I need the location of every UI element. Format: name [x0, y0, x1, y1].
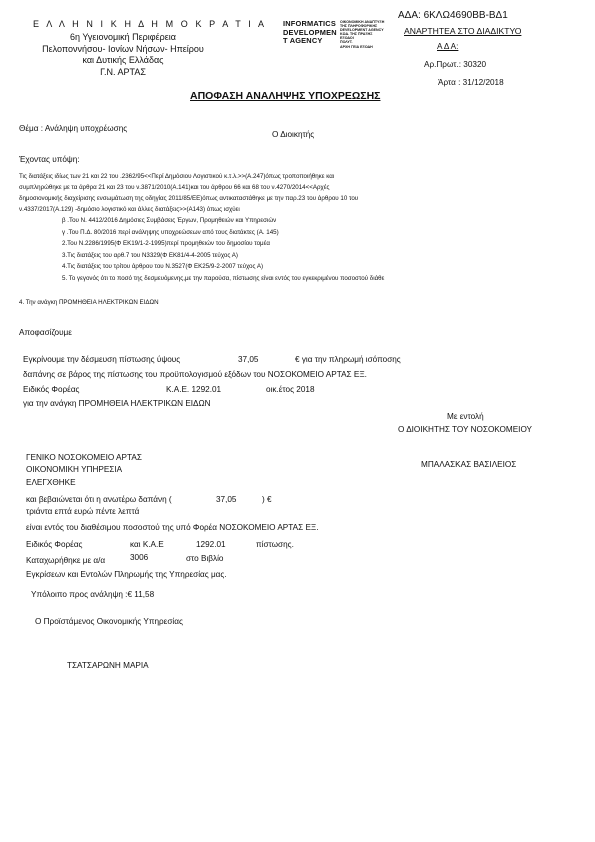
logo-small-line-5: ΕΞΟΔΟΙ — [340, 36, 354, 41]
finance-head-role: Ο Προϊστάμενος Οικονομικής Υπηρεσίας — [35, 617, 183, 626]
region-line-1: Πελοποννήσου- Ιονίων Νήσων- Ηπείρου — [42, 44, 204, 54]
confirm-text-start: και βεβαιώνεται ότι η ανωτέρω δαπάνη ( — [26, 495, 172, 504]
approval-need: για την ανάγκη ΠΡΟΜΗΘΕΙΑ ΗΛΕΚΤΡΙΚΩΝ ΕΙΔΩΝ — [23, 399, 211, 408]
logo-small-line-7: ΑΡΧΗ ΓΕΙΑ ΕΞΟΔΗ — [340, 44, 373, 49]
logo-text-line-1: INFORMATICS — [283, 19, 336, 28]
book-label: στο Βιβλίο — [186, 554, 224, 563]
logo-small-line-2: ΤΗΣ ΠΛΗΡΟΦΟΡΙΚΗΣ — [340, 24, 378, 29]
by-order-label: Με εντολή — [447, 412, 484, 421]
finance-hospital: ΓΕΝΙΚΟ ΝΟΣΟΚΟΜΕΙΟ ΑΡΤΑΣ — [26, 453, 142, 462]
region-line-2: και Δυτικής Ελλάδας — [82, 55, 164, 65]
finance-kae: 1292.01 — [196, 540, 226, 549]
logo-small-line-3: DEVELOPMENT AGENCY — [340, 28, 384, 33]
approval-fiscal-year: οικ.έτος 2018 — [266, 385, 315, 394]
legal-line-3: δημοσιονομικής διαχείρισης ενσωμάτωση της οδηγίας 2011/85/ΕΕ)όπως αντικαταστάθηκε με την παρ.23 του άρθρου 10 του — [19, 195, 359, 202]
decide-heading: Αποφασίζουμε — [19, 328, 72, 337]
finance-head-name: ΤΣΑΤΣΑΡΩΝΗ ΜΑΡΙΑ — [67, 661, 149, 670]
legal-line-1: Τις διατάξεις ιδίως των 21 και 22 του .2362/95<<Περί Δημόσιου Λογιστικού κ.τ.λ.>>(Α.247)όπως τροποποιήθηκε και — [19, 173, 335, 180]
issuer-heading: Ο Διοικητής — [272, 130, 315, 139]
approvals-line: Εγκρίσεων και Εντολών Πληρωμής της Υπηρεσίας μας. — [26, 570, 227, 579]
director-name: ΜΠΑΛΑΣΚΑΣ ΒΑΣΙΛΕΙΟΣ — [421, 460, 517, 469]
finance-credit-word: πίστωσης. — [256, 540, 294, 549]
confirm-amount: 37,05 — [216, 495, 237, 504]
remaining-balance: Υπόλοιπο προς ανάληψη :€ 11,58 — [31, 590, 155, 599]
ada-code: ΑΔΑ: 6ΚΛΩ4690ΒΒ-ΒΔ1 — [398, 10, 508, 21]
hospital-short-name: Γ.Ν. ΑΡΤΑΣ — [100, 67, 146, 77]
finance-service: ΟΙΚΟΝΟΜΙΚΗ ΥΠΗΡΕΣΙΑ — [26, 465, 123, 474]
legal-item: γ .Του Π.Δ. 80/2016 περί ανάληψης υποχρεώσεων από τους διατάκτες (Α. 145) — [62, 229, 279, 236]
checked-label: ΕΛΕΓΧΘΗΚΕ — [26, 478, 76, 487]
legal-line-4: ν.4337/2017(Α.129) -δημόσιο λογιστικό και άλλες διατάξεις>>(Α143) όπως ισχύει — [19, 206, 240, 213]
informatics-agency-logo — [283, 20, 391, 52]
approval-amount: 37,05 — [238, 355, 259, 364]
amount-in-words: τριάντα επτά ευρώ πέντε λεπτά — [26, 507, 140, 516]
registered-label: Καταχωρήθηκε με α/α — [26, 556, 106, 565]
logo-small-line-4: ΚΩΔ. ΤΗΣ ΠΡΑΞΗΣ — [340, 32, 373, 37]
health-region: 6η Υγειονομική Περιφέρεια — [70, 32, 176, 42]
finance-kae-label: και Κ.Α.Ε — [130, 540, 164, 549]
logo-small-line-6: ΠΟΛΥΤ. — [340, 40, 353, 45]
subject-line: Θέμα : Ανάληψη υποχρέωσης — [19, 124, 128, 133]
legal-item: 3.Τις διατάξεις του αρθ.7 του Ν3329(Φ ΕΚ81/4-4-2005 τεύχος Α) — [62, 252, 238, 259]
protocol-number: Αρ.Πρωτ.: 30320 — [424, 60, 487, 69]
logo-text-line-2: DEVELOPMEN — [283, 27, 337, 37]
logo-text-line-3: T AGENCY — [283, 36, 323, 46]
registered-number: 3006 — [130, 553, 149, 562]
legal-item: 5. Το γεγονός ότι το ποσό της δεσμευόμενης,με την παρούσα, πίστωσης είναι εντός του εγκεκριμένου ποσοστού διάθε — [62, 275, 385, 282]
approval-special-body: Ειδικός Φορέας — [23, 385, 80, 394]
legal-item: 2.Του Ν.2286/1995(Φ ΕΚ19/1-2-1995)περί προμηθειών του δημοσίου τομέα — [62, 240, 270, 247]
finance-special-body: Ειδικός Φορέας — [26, 540, 83, 549]
document-title: ΑΠΟΦΑΣΗ ΑΝΑΛΗΨΗΣ ΥΠΟΧΡΕΩΣΗΣ — [190, 90, 381, 102]
ada-label: Α Δ Α: — [437, 42, 459, 51]
legal-item: 4.Τις διατάξεις του τρίτου άρθρου του Ν.3527(Φ ΕΚ25/9-2-2007 τεύχος Α) — [62, 263, 264, 270]
within-budget-line: είναι εντός του διαθέσιμου ποσοστού της υπό Φορέα ΝΟΣΟΚΟΜΕΙΟ ΑΡΤΑΣ ΕΞ. — [26, 523, 319, 532]
approval-kae: Κ.Α.Ε. 1292.01 — [166, 385, 222, 394]
logo-small-line-1: ΟΙΚΟΝΟΜΙΚΗ ΑΝΑΠΤΥΞΗ — [340, 20, 385, 24]
country-heading: Ε Λ Λ Η Ν Ι Κ Η Δ Η Μ Ο Κ Ρ Α Τ Ι Α — [33, 19, 267, 29]
legal-item: β .Του Ν. 4412/2016 Δημόσιες Συμβάσεις Έργων, Προμηθειών και Υπηρεσιών — [62, 217, 277, 224]
legal-line-2: συμπληρώθηκε με τα άρθρα 21 και 23 του ν.3871/2010(Α.141)και του άρθρου 66 και 68 του ν.4270/2014<<Αρχές — [19, 184, 330, 191]
approval-budget-line: δαπάνης σε βάρος της πίστωσης του προϋπολογισμού εξόδων του ΝΟΣΟΚΟΜΕΙΟ ΑΡΤΑΣ ΕΞ. — [23, 370, 367, 379]
director-role: Ο ΔΙΟΙΚΗΤΗΣ ΤΟΥ ΝΟΣΟΚΟΜΕΙΟΥ — [398, 425, 533, 434]
approval-text-start: Εγκρίνουμε την δέσμευση πίστωσης ύψους — [23, 355, 181, 364]
considering-heading: Έχοντας υπόψη: — [19, 155, 80, 164]
posted-online-note: ΑΝΑΡΤΗΤΕΑ ΣΤΟ ΔΙΑΔΙΚΤΥΟ — [404, 26, 522, 36]
document-date: Άρτα : 31/12/2018 — [438, 78, 504, 87]
confirm-text-end: ) € — [262, 495, 272, 504]
need-line: 4. Την ανάγκη ΠΡΟΜΗΘΕΙΑ ΗΛΕΚΤΡΙΚΩΝ ΕΙΔΩΝ — [19, 299, 159, 306]
approval-text-end: € για την πληρωμή ισόποσης — [295, 355, 401, 364]
